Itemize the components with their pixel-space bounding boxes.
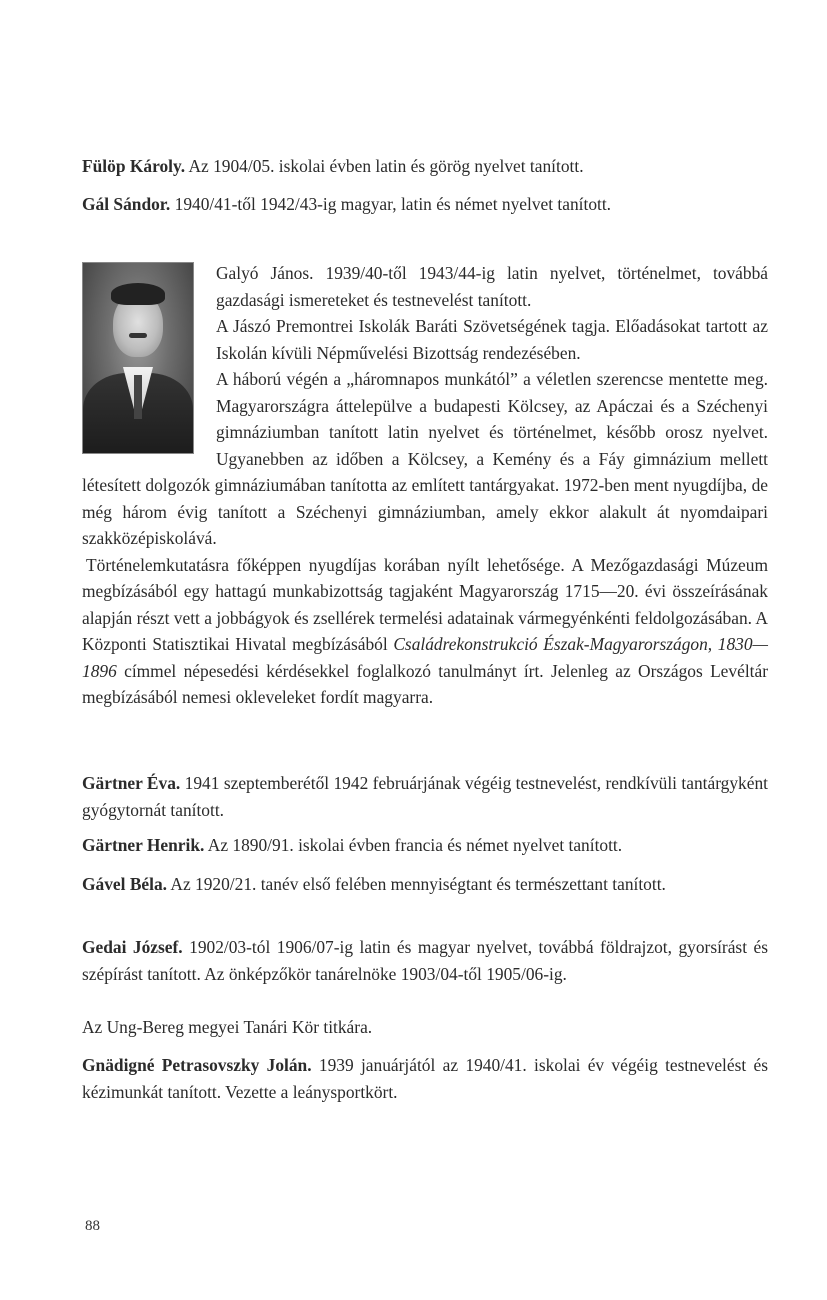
entry-text: 1939/40-től 1943/44-ig latin nyelvet, történelmet, továbbá gazdasági ismereteket és testnevelést tanított.	[216, 263, 768, 310]
entry-name: Gál Sándor.	[82, 194, 171, 214]
entry-gedai-cont	[82, 1014, 768, 1041]
entry-text: 1902/03-tól 1906/07-ig latin és magyar nyelvet, továbbá földrajzot, gyorsírást és szépírást tanított. Az önképzőkör tanárelnöke 1903/04-től 1905/06-ig.	[82, 937, 768, 984]
entry-gartner-henrik	[82, 832, 768, 859]
portrait-photo	[82, 262, 194, 454]
galyo-membership: A Jászó Premontrei Iskolák Baráti Szövetségének tagja. Előadásokat tartott az Iskolán kívüli Népművelési Bizottság rendezésében.	[216, 316, 768, 363]
entry-name: Gedai József.	[82, 937, 183, 957]
entry-gartner-eva	[82, 770, 768, 823]
entry-galyo	[82, 260, 768, 711]
entry-name: Galyó János.	[216, 263, 314, 283]
entry-name: Gärtner Éva.	[82, 773, 181, 793]
entry-text: 1939 januárjától az 1940/41. iskolai év végéig testnevelést és kézimunkát tanított. Vezette a leánysportkört.	[82, 1055, 768, 1102]
entry-gal	[82, 191, 768, 218]
entry-gavel	[82, 871, 768, 898]
galyo-research-end: címmel népesedési kérdésekkel foglalkozó tanulmányt írt. Jelenleg az Országos Levéltár megbízásából nemesi okleveleket fordít magyarra.	[82, 660, 768, 707]
entry-name: Gnädigné Petrasovszky Jolán.	[82, 1055, 312, 1075]
entry-text: 1941 szeptemberétől 1942 februárjának végéig testnevelést, rendkívüli tantárgyként gyógytornát tanított.	[82, 773, 768, 820]
galyo-war: A háború végén a „háromnapos munkától” a véletlen szerencse mentette meg. Magyarországra áttelepülve a budapesti Kölcsey, az Apáczai és a Széchenyi gimnáziumban tanított latin nyelvet és történelmet, később orosz nyelvet. Ugyanebben az időben a Kölcsey, a Kemény és a Fáy gimnázium mellett létesített dolgozók gimnáziumában tanította az említett tantárgyakat. 1972-ben ment nyugdíjba, de még három évig tanított a Széchenyi gimnáziumban, amely ekkor alakult át nyomdaipari szakközépiskolává.	[82, 369, 768, 548]
entry-name: Gável Béla.	[82, 874, 168, 894]
entry-text: 1940/41-től 1942/43-ig magyar, latin és német nyelvet tanított.	[170, 194, 612, 214]
entry-gnadigne	[82, 1052, 768, 1105]
page-number: 88	[85, 1218, 100, 1234]
entry-text: Az 1920/21. tanév első felében mennyiségtant és természettant tanított.	[167, 874, 666, 894]
entry-gedai	[82, 934, 768, 987]
entry-name: Fülöp Károly.	[82, 156, 186, 176]
entry-text: Az 1890/91. iskolai évben francia és német nyelvet tanított.	[204, 835, 623, 855]
entry-text: Az Ung-Bereg megyei Tanári Kör titkára.	[82, 1017, 373, 1037]
galyo-research: Történelemkutatásra főképpen nyugdíjas korában nyílt lehetősége. A Mezőgazdasági Múzeum megbízásából egy hattagú munkabizottság tagjaként Magyarország 1715—20. évi összeírásának alapján részt vett a jobbágyok és zsellérek termelési adatainak vármegyénkénti feldolgozásában. A Központi Statisztikai Hivatal megbízásából	[82, 554, 768, 654]
entry-fulop	[82, 153, 768, 180]
entry-name: Gärtner Henrik.	[82, 835, 205, 855]
entry-text: Az 1904/05. iskolai évben latin és görög nyelvet tanított.	[185, 156, 584, 176]
publication-title: Családrekonstrukció Észak-Magyarországon, 1830—1896	[82, 634, 768, 681]
